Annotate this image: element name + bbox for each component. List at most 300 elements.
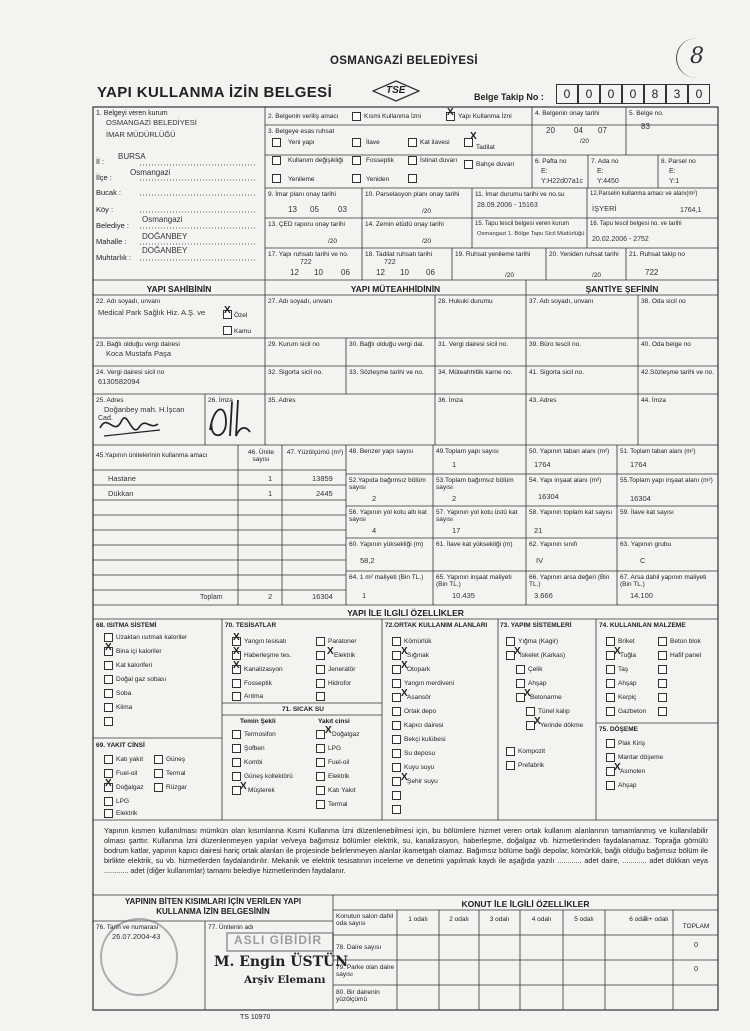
common-label: Su deposu [404,750,436,757]
tracking-digit: 8 [644,84,666,104]
bahce-label: Bahçe duvarı [476,161,515,168]
hot-fuel-checkbox[interactable] [316,800,325,809]
common-label: Kuyu suyu [404,764,435,771]
ilave-checkbox[interactable] [352,138,361,147]
yapi-check-mark: X [447,107,454,118]
hot-fuel-label: Fuel-oil [328,759,350,766]
field-28-label: 28. Hukuki durumu [438,298,493,305]
field-56-value: 4 [372,526,377,535]
field-54-value: 16304 [538,492,559,501]
issuer-dept: İMAR MÜDÜRLÜĞÜ [106,130,176,139]
kullanim-checkbox[interactable] [272,156,281,165]
fuel-checkbox[interactable] [104,755,113,764]
heat-checkbox[interactable] [104,689,113,698]
il-value: BURSA [118,152,146,161]
field-12-use: İŞYERİ [592,204,617,213]
row-78-label: 78. Daire sayısı [336,944,382,951]
copy-stamp-text: ASLI GİBİDİR [234,933,323,947]
field-30-label: 30. Bağlı olduğu vergi dai. [349,341,425,348]
field-66-label: 66. Yapının arsa değeri (Bin TL.) [529,574,610,588]
row-79-label: 79. Parke olan daire sayısı [336,964,395,978]
common-checkbox[interactable] [392,777,401,786]
field-20-date: /20 [592,272,602,279]
hot-fuel-checkbox[interactable] [316,744,325,753]
field-17-label: 17. Yapı ruhsatı tarihi ve no. [268,251,349,258]
mat-check-mark: X [614,646,621,657]
common-checkbox[interactable] [392,679,401,688]
hot-supply-checkbox[interactable] [232,744,241,753]
mat-checkbox[interactable] [658,693,667,702]
field-53-value: 2 [452,494,457,503]
common-checkbox[interactable] [392,791,401,800]
field-6-y: Y:H22d07a1c [541,178,584,185]
field-48-label: 48. Benzer yapı sayısı [349,448,414,455]
signatory-name: M. Engin ÜSTÜN [214,954,348,970]
hot-supply-label: Kombi [244,759,263,766]
field-25-label: 25. Adres [96,397,124,404]
common-label: Kömürlük [404,638,432,645]
field-21-value: 722 [645,268,659,277]
inst-checkbox[interactable] [316,679,325,688]
field-46-label: 46. Ünite sayısı [247,449,275,463]
field-4-label: 4. Belgenin onay tarihi [535,110,600,117]
field-52-value: 2 [372,494,377,503]
common-label: Kapıcı dairesi [404,722,444,729]
mat-checkbox[interactable] [606,707,615,716]
sys-label: Prefabrik [518,762,545,769]
heat-label: Uzaktan ısıtmalı kaloriler [116,634,188,641]
floor-checkbox[interactable] [606,781,615,790]
unit-row-name: Hastane [108,474,136,483]
field-9-year: 03 [338,205,347,214]
field-17-day: 12 [290,268,299,277]
tracking-label: Belge Takip No : [474,92,544,102]
field-10-date: /20 [422,208,432,215]
sys-head: 73. YAPIM SİSTEMLERİ [500,622,572,629]
sys-checkbox[interactable] [526,707,535,716]
field-13-label: 13. ÇED raporu onay tarihi [268,221,345,228]
field-18-month: 10 [400,268,409,277]
yenileme-checkbox[interactable] [272,174,281,183]
heat-checkbox[interactable] [104,703,113,712]
kismi-checkbox[interactable] [352,112,361,121]
field-6-label: 6. Pafta no [535,158,567,165]
rooms-col-total: TOPLAM [682,923,710,930]
rooms-col-7: 7 + odalı [643,916,669,923]
field-15-label: 15. Tapu tescil belgesi veren kurum [475,221,569,227]
field-62-value: IV [536,556,544,565]
common-checkbox[interactable] [392,749,401,758]
mahalle-value: DOĞANBEY [142,232,188,241]
field-10-label: 10. Parselasyon planı onay tarihi [365,191,460,198]
field-8-e: E: [669,168,676,175]
completed-parts-head: YAPININ BİTEN KISIMLARI İÇİN VERİLEN YAPI KULLANMA İZİN BELGESİNİN [124,897,302,916]
field-53-label: 53.Toplam bağımsız bölüm sayısı [436,477,514,491]
org-title: OSMANGAZİ BELEDİYESİ [330,55,478,67]
purpose-label: 2. Belgenin veriliş amacı [268,113,339,120]
field-49-value: 1 [452,460,457,469]
yapi-label: Yapı Kullanma İzni [458,113,512,120]
ozel-check-mark: X [224,305,231,316]
field-4-day: 20 [546,126,555,135]
mat-checkbox[interactable] [658,637,667,646]
floor-label: Plak Kiriş [618,740,646,747]
field-76-label: 76. Tarih ve numarası [96,924,159,931]
field-9-day: 13 [288,205,297,214]
yeni-yapi-label: Yeni yapı [288,139,315,146]
kat-ilavesi-label: Kat ilavesi [420,139,450,146]
units-total-count: 2 [268,592,273,601]
field-76-value: 26.07.2004-43 [112,932,161,941]
floor-label: Asmolen [620,768,646,775]
notice-paragraph: Yapının kısmen kullanılması mümkün olan kısımlarına Kısmi Kullanma İzni düzenlenebilmesi için, bu bölümlere hizmet veren ortak kullanım alanlarının tamamlanmış ve kullanılabilir olması şarttır. Kullanma İzni düzenlenmeyen yapılar ve/veya bağımsız bölümler elektrik, su, kanalizasyon, haberleşme, doğalgaz vb. hizmetlerinden faydalanamaz. Toprağa gömülü bodrum katlar, yapının kapıcı dairesi hariç ortak alanları ile projesinde belirlenmeyen alanlar ikametgah olamaz. Bağımsız bölüme bağlı depolar, kömürlük, bağlı olduğu bağımsız bölüm ile birlikte elektrik, su vb. hizmetlerden faydalandırılır. Mekanik ve elektrik tesisatının inceleme ve denetimi yapılmak kaydı ile aşağıda yazılı ............ adet daire, ............ adet dükkan veya ............ adet (diğer kullanımlar) tamamı belediye hizmetlerinden faydalanır. [104,826,708,875]
site-section-head: ŞANTİYE ŞEFİNİN [585,284,659,294]
fuel-label: Rüzgar [166,784,187,791]
inst-checkbox[interactable] [316,692,325,701]
yenileme-label: Yenileme [288,176,315,183]
units-total-label: Toplam [200,594,223,601]
field-45-label: 45.Yapının ünitelerinin kullanma amacı [96,452,208,459]
inst-checkbox[interactable] [232,679,241,688]
tracking-digit: 0 [688,84,710,104]
floor-head: 75. DÖŞEME [599,726,639,733]
sys-label: Yığma (Kagir) [518,638,559,645]
field-62-label: 62. Yapının sınıfı [529,541,578,548]
field-40-label: 40. Oda belge no [641,341,691,348]
field-19-label: 19. Ruhsat yenileme tarihi [455,251,531,258]
field-17-year: 06 [341,268,350,277]
inst-label: Haberleşme tes. [244,652,292,659]
hot-supply-label: Termosifon [244,731,276,738]
field-51-value: 1764 [630,460,647,469]
common-checkbox[interactable] [392,763,401,772]
hot-fuel-label: LPG [328,745,342,752]
muhtarlik-value: DOĞANBEY [142,246,188,255]
issuer-name: OSMANGAZİ BELEDİYESİ [106,118,197,127]
mat-label: Beton blok [670,638,701,645]
field-4-year: 07 [598,126,607,135]
floor-checkbox[interactable] [606,753,615,762]
housing-section-head: KONUT İLE İLGİLİ ÖZELLİKLER [461,899,590,909]
inst-label: Elektrik [334,652,356,659]
field-24-label: 24. Vergi dairesi sicil no [96,369,165,376]
contractor-section-head: YAPI MÜTEAHHİDİNİN [350,284,441,294]
common-check-mark: X [401,688,408,699]
heat-checkbox[interactable] [104,633,113,642]
sys-label: Yerinde dökme [540,722,584,729]
fuel-label: Katı yakıt [116,756,144,763]
unit-row-name: Dükkan [108,489,134,498]
field-20-label: 20. Yeniden ruhsat tarihi [549,251,619,258]
field-4-month: 04 [574,126,583,135]
inst-checkbox[interactable] [316,651,325,660]
koy-label: Köy : [96,205,114,214]
field-26-label: 26. İmza [208,397,233,404]
bucak-label: Bucak : [96,188,122,197]
inst-check-mark: X [233,660,240,671]
mat-checkbox[interactable] [606,693,615,702]
istinat-checkbox[interactable] [408,156,417,165]
field-77-label: 77. Ünitenin adı [208,924,254,931]
sys-checkbox[interactable] [506,637,515,646]
fuel-checkbox[interactable] [154,783,163,792]
floor-checkbox[interactable] [606,739,615,748]
hot-fuel-label: Doğalgaz [332,731,360,738]
heat-label: Doğal gaz sobası [116,676,167,683]
field-67-value: 14.100 [630,591,653,600]
inst-checkbox[interactable] [316,637,325,646]
mat-checkbox[interactable] [606,665,615,674]
heat-checkbox[interactable] [104,675,113,684]
mat-checkbox[interactable] [658,651,667,660]
inst-label: Arıtma [244,693,264,700]
kamu-checkbox[interactable] [223,326,232,335]
mat-checkbox[interactable] [606,637,615,646]
ilave-label: İlave [366,139,380,146]
mat-label: Briket [618,638,635,645]
field-44-label: 44. İmza [641,397,666,404]
field-66-value: 3.666 [534,591,553,600]
inst-check-mark: X [327,646,334,657]
field-32-label: 32. Sigorta sicil no. [268,369,323,376]
heat-label: Klima [116,704,133,711]
hot-supply-checkbox[interactable] [232,772,241,781]
signatory-title: Arşiv Elemanı [244,974,326,986]
field-50-value: 1764 [534,460,551,469]
field-35-label: 35. Adres [268,397,296,404]
common-checkbox[interactable] [392,665,401,674]
il-label: İl : [96,157,104,166]
inst-checkbox[interactable] [316,665,325,674]
field-23-label: 23. Bağlı olduğu vergi dairesi [96,341,180,348]
field-27-label: 27. Adı soyadı, unvanı [268,298,333,305]
hot-fuel-checkbox[interactable] [316,758,325,767]
inst-label: Fosseptik [244,680,272,687]
mat-label: Hafif panel [670,652,702,659]
field-18-year: 06 [426,268,435,277]
field-52-label: 52.Yapıda bağımsız bölüm sayısı [349,477,426,491]
field-17-month: 10 [314,268,323,277]
field-59-label: 59. İlave kat sayısı [620,509,674,516]
field-12-area: 1764,1 [680,207,702,214]
inst-checkbox[interactable] [232,692,241,701]
bahce-checkbox[interactable] [464,160,473,169]
fuel-checkbox[interactable] [104,809,113,818]
fuel-check-mark: X [105,778,112,789]
mat-checkbox[interactable] [606,679,615,688]
field-54-label: 54. Yapı inşaat alanı (m²) [529,477,602,484]
basis-label: 3. Belgeye esas ruhsat [268,128,335,135]
field-23-value: Koca Mustafa Paşa [106,349,172,358]
inst-check-mark: X [233,632,240,643]
hot-fuel-checkbox[interactable] [316,772,325,781]
mat-label: Taş [618,666,629,673]
muhtarlik-label: Muhtarlık : [96,253,132,262]
fuel-checkbox[interactable] [104,769,113,778]
field-18-no: 722 [384,259,396,266]
sys-label: Kompozit [518,748,546,755]
fuel-checkbox[interactable] [154,769,163,778]
field-60-value: 58,2 [360,556,375,565]
hot-fuel-label: Termal [328,801,348,808]
field-11-label: 11. İmar durumu tarihi ve no.su [475,191,565,198]
hot-supply-label: Şofben [244,745,265,752]
mat-label: Ahşap [618,680,637,687]
field-61-label: 61. İlave kat yüksekliği (m) [436,541,513,548]
units-total-area: 16304 [312,592,333,601]
field-57-label: 57. Yapının yol kotu üstü kat sayısı [436,509,518,523]
common-head: 72.ORTAK KULLANIM ALANLARI [385,622,488,629]
row-80-label: 80. Bir dairenin yüzölçümü [336,989,380,1003]
field-6-e: E: [541,168,548,175]
field-5-value: 83 [641,122,650,131]
unit-row-count: 1 [268,474,273,483]
field-15-value: Osmangazi 1. Bölge Tapu Sicil Müdürlüğü [477,231,585,237]
hotwater-fuel-head: Yakıt cinsi [318,718,350,725]
hot-fuel-checkbox[interactable] [316,730,325,739]
mat-checkbox[interactable] [658,707,667,716]
heat-check-mark: X [105,642,112,653]
heat-label: Soba [116,690,132,697]
yeniden-checkbox[interactable] [352,174,361,183]
field-47-label: 47. Yüzölçümü (m²) [286,449,344,456]
sys-label: Çelik [528,666,543,673]
field-29-label: 29. Kurum sicil no [268,341,320,348]
fuel-label: Termal [166,770,186,777]
floor-check-mark: X [614,762,621,773]
tse-text: TSE [386,85,406,96]
mat-checkbox[interactable] [658,665,667,674]
field-8-y: Y:1 [669,178,680,185]
tracking-digit: 0 [578,84,600,104]
fosseptik-checkbox[interactable] [352,156,361,165]
hotwater-head: 71. SICAK SU [282,706,324,713]
corner-mark: 8 [690,44,704,69]
fuel-checkbox[interactable] [104,797,113,806]
hot-supply-checkbox[interactable] [232,730,241,739]
rooms-col-6: 6 odalı [629,916,649,923]
field-58-label: 58. Yapının toplam kat sayısı [529,509,613,516]
round-stamp [100,918,178,996]
row-78-total: 0 [694,940,699,949]
common-checkbox[interactable] [392,805,401,814]
sys-label: Betonarme [530,694,562,701]
hot-supply-checkbox[interactable] [232,758,241,767]
field-33-label: 33. Sözleşme tarihi ve no. [349,369,424,376]
rooms-col-4: 4 odalı [531,916,552,923]
heat-label: Kat kaloriferi [116,662,153,669]
unit-row-area: 2445 [316,489,333,498]
kat-ilavesi-checkbox[interactable] [408,138,417,147]
field-34-label: 34. Müteahhitlik karne no. [438,369,513,376]
field-19-date: /20 [505,272,515,279]
common-checkbox[interactable] [392,693,401,702]
sys-check-mark: X [514,646,521,657]
field-42-label: 42.Sözleşme tarihi ve no. [641,369,714,376]
rooms-col-3: 3 odalı [489,916,510,923]
field-12-label: 12.Parselin kullanma amacı ve alanı(m²) [590,191,698,197]
tadilat-check-mark: X [470,131,477,142]
field-22-value: Medical Park Sağlık Hiz. A.Ş. ve [98,308,206,317]
tracking-digit: 0 [622,84,644,104]
field-5-label: 5. Belge no. [629,110,664,117]
common-checkbox[interactable] [392,735,401,744]
inst-head: 70. TESİSATLAR [225,622,277,629]
field-9-month: 05 [310,205,319,214]
sys-label: İskelet (Karkas) [520,652,566,659]
rooms-col-1: 1 odalı [408,916,428,923]
floor-label: Mantar döşeme [618,754,664,761]
common-checkbox[interactable] [392,707,401,716]
yeni-yapi-checkbox[interactable] [272,138,281,147]
document-title: YAPI KULLANMA İZİN BELGESİ [97,84,333,101]
field-25-address-2: Cad. [98,415,113,422]
common-label: Otopark [407,666,431,673]
heating-head: 68. ISITMA SİSTEMİ [96,622,157,629]
sys-checkbox[interactable] [516,679,525,688]
common-checkbox[interactable] [392,651,401,660]
heat-checkbox[interactable] [104,661,113,670]
common-check-mark: X [401,772,408,783]
mat-checkbox[interactable] [658,679,667,688]
common-checkbox[interactable] [392,637,401,646]
field-64-label: 64. 1 m² maliyeti (Bin TL.) [349,574,424,581]
hot-supply-label: Müşterek [248,787,275,794]
fuel-head: 69. YAKIT CİNSİ [96,742,145,749]
sys-label: Tünel kalıp [538,708,570,715]
heat-checkbox[interactable] [104,717,113,726]
field-63-label: 63. Yapının grubu [620,541,672,548]
field-64-value: 1 [362,591,367,600]
common-check-mark: X [401,646,408,657]
yeniden2-checkbox[interactable] [408,174,417,183]
field-16-label: 16. Tapu tescil belgesi no. ve tarihi [590,221,682,227]
field-7-y: Y:4450 [597,178,619,185]
belediye-value: Osmangazi [142,215,183,224]
hot-fuel-checkbox[interactable] [316,786,325,795]
fosseptik-label: Fosseptik [366,157,394,164]
field-55-label: 55.Toplam yapı inşaat alanı (m²) [620,477,713,484]
field-65-value: 10.435 [452,591,475,600]
heat-label: Bina içi kaloriler [116,648,162,655]
inst-label: Paratoner [328,638,357,645]
hot-fuel-check-mark: X [325,725,332,736]
rooms-col-2: 2 odalı [449,916,469,923]
belediye-label: Belediye : [96,221,129,230]
unit-row-area: 13859 [312,474,333,483]
ilce-value: Osmangazi [130,168,171,177]
inst-label: Jeneratör [328,666,356,673]
field-11-value: 28.09.2006 - 15163 [477,202,538,209]
field-7-label: 7. Ada no [591,158,619,165]
inst-check-mark: X [233,646,240,657]
field-25-address: Doğanbey mah. H.İşcan [104,405,185,414]
sys-checkbox[interactable] [506,761,515,770]
field-14-label: 14. Zemin etüdü onay tarihi [365,221,444,228]
field-14-date: /20 [422,238,432,245]
sys-checkbox[interactable] [506,747,515,756]
field-8-label: 8. Parsel no [661,158,696,165]
fuel-checkbox[interactable] [154,755,163,764]
mat-label: Kerpiç [618,694,637,701]
common-checkbox[interactable] [392,721,401,730]
field-58-value: 21 [534,526,543,535]
sys-check-mark: X [524,688,531,699]
field-22-label: 22. Adı soyadı, unvanı [96,298,161,305]
sys-label: Ahşap [528,680,547,687]
common-label: Bekçi kulübesi [404,736,446,743]
sys-checkbox[interactable] [516,665,525,674]
